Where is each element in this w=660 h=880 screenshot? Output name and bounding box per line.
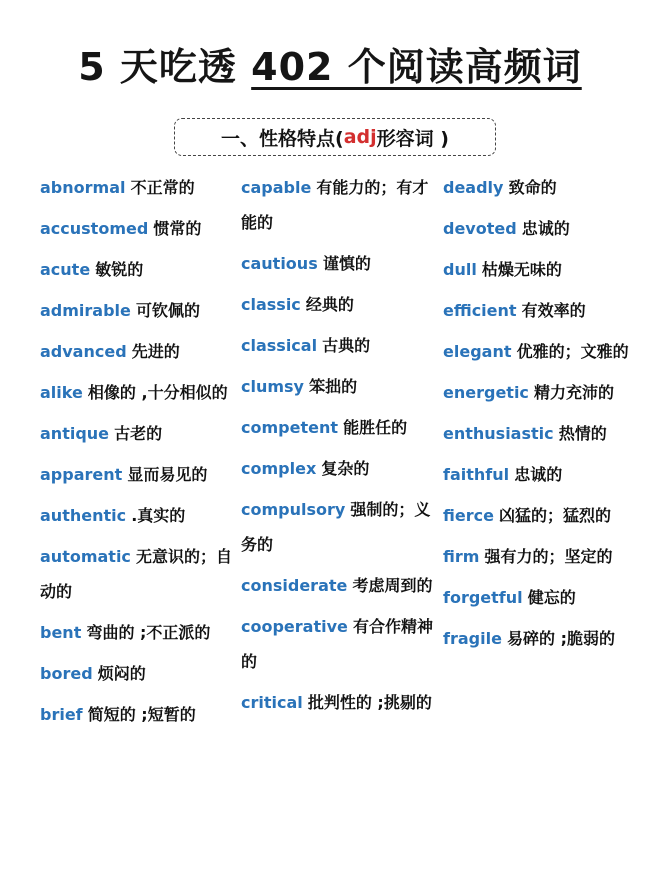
vocab-entry: [443, 211, 643, 246]
vocab-meaning: 复杂的: [321, 459, 370, 478]
vocab-column-2: [241, 170, 441, 720]
vocab-word: clumsy: [241, 377, 304, 396]
vocab-entry: [443, 457, 643, 492]
vocab-entry: [443, 416, 643, 451]
vocab-word: brief: [40, 705, 83, 724]
vocab-entry: [241, 609, 441, 679]
vocab-meaning: 古典的: [322, 336, 371, 355]
title-prefix: 5 天吃透: [78, 45, 252, 89]
vocab-meaning: 不正常的: [130, 178, 195, 197]
vocab-word: fierce: [443, 506, 494, 525]
vocab-entry: [443, 293, 643, 328]
vocab-word: efficient: [443, 301, 517, 320]
vocab-word: forgetful: [443, 588, 523, 607]
vocab-entry: [40, 170, 240, 205]
vocab-word: compulsory: [241, 500, 346, 519]
vocab-meaning: 先进的: [131, 342, 180, 361]
vocab-word: devoted: [443, 219, 517, 238]
section-heading-pos: adj: [343, 126, 377, 148]
vocab-word: cooperative: [241, 617, 348, 636]
vocab-meaning: 致命的: [508, 178, 557, 197]
vocab-meaning: 能胜任的: [343, 418, 408, 437]
vocab-meaning: 易碎的 ;脆弱的: [507, 629, 615, 648]
vocab-word: advanced: [40, 342, 127, 361]
vocab-word: automatic: [40, 547, 131, 566]
vocab-entry: [40, 416, 240, 451]
vocab-meaning: 热情的: [558, 424, 607, 443]
vocab-meaning: 优雅的；文雅的: [516, 342, 629, 361]
section-heading-after: 形容词 ): [376, 127, 449, 150]
vocab-word: apparent: [40, 465, 123, 484]
vocab-entry: [40, 656, 240, 691]
vocab-meaning: 经典的: [305, 295, 354, 314]
vocab-entry: [40, 457, 240, 492]
vocab-entry: [241, 410, 441, 445]
vocab-word: firm: [443, 547, 480, 566]
vocab-meaning: 考虑周到的: [352, 576, 433, 595]
vocab-column-3: [443, 170, 643, 656]
vocab-meaning: 弯曲的 ;不正派的: [86, 623, 211, 642]
vocab-entry: [241, 685, 441, 720]
vocab-entry: [40, 697, 240, 732]
vocab-entry: [40, 211, 240, 246]
vocab-word: critical: [241, 693, 303, 712]
vocab-meaning: 批判性的 ;挑剔的: [307, 693, 432, 712]
vocab-meaning: 相像的 ,十分相似的: [87, 383, 228, 402]
vocab-word: classical: [241, 336, 318, 355]
vocab-word: competent: [241, 418, 338, 437]
vocab-meaning: 可钦佩的: [135, 301, 200, 320]
vocab-entry: [241, 492, 441, 562]
vocab-word: fragile: [443, 629, 502, 648]
vocab-entry: [443, 375, 643, 410]
vocab-entry: [241, 451, 441, 486]
vocab-meaning: 忠诚的: [521, 219, 570, 238]
vocab-entry: [40, 252, 240, 287]
vocab-word: abnormal: [40, 178, 126, 197]
vocab-meaning: 敏锐的: [95, 260, 144, 279]
vocab-meaning: 惯常的: [153, 219, 202, 238]
vocab-entry: [241, 287, 441, 322]
vocab-word: bent: [40, 623, 82, 642]
vocab-meaning: 显而易见的: [127, 465, 208, 484]
vocab-word: acute: [40, 260, 91, 279]
vocab-entry: [443, 539, 643, 574]
vocab-entry: [40, 375, 240, 410]
title-highlight: 402 个阅读高频词: [251, 45, 582, 89]
vocab-meaning: 古老的: [114, 424, 163, 443]
vocab-word: capable: [241, 178, 312, 197]
vocab-word: considerate: [241, 576, 348, 595]
vocab-meaning: 精力充沛的: [534, 383, 615, 402]
page-title: [0, 36, 660, 91]
vocab-entry: [443, 621, 643, 656]
vocab-word: admirable: [40, 301, 131, 320]
vocab-meaning: 笨拙的: [309, 377, 358, 396]
vocab-column-1: [40, 170, 240, 732]
vocab-meaning: .真实的: [131, 506, 186, 525]
vocab-entry: [443, 170, 643, 205]
vocab-entry: [241, 170, 441, 240]
vocab-word: complex: [241, 459, 317, 478]
vocab-entry: [241, 246, 441, 281]
vocab-entry: [443, 580, 643, 615]
vocab-word: energetic: [443, 383, 529, 402]
vocab-entry: [241, 328, 441, 363]
vocab-meaning: 有能力的；有才能的: [241, 178, 429, 232]
vocab-word: enthusiastic: [443, 424, 554, 443]
vocab-entry: [40, 334, 240, 369]
vocab-word: antique: [40, 424, 110, 443]
vocab-entry: [443, 334, 643, 369]
vocab-entry: [443, 498, 643, 533]
vocab-word: cautious: [241, 254, 318, 273]
section-heading-before: 一、性格特点(: [221, 127, 344, 150]
vocab-meaning: 有效率的: [521, 301, 586, 320]
vocab-word: faithful: [443, 465, 510, 484]
vocab-entry: [40, 293, 240, 328]
vocab-word: classic: [241, 295, 301, 314]
vocab-entry: [40, 539, 240, 609]
vocab-meaning: 简短的 ;短暂的: [87, 705, 196, 724]
vocab-meaning: 有合作精神的: [241, 617, 433, 671]
vocab-meaning: 强有力的；坚定的: [484, 547, 613, 566]
vocab-word: authentic: [40, 506, 127, 525]
vocab-meaning: 忠诚的: [514, 465, 563, 484]
vocab-word: dull: [443, 260, 477, 279]
vocab-meaning: 烦闷的: [97, 664, 146, 683]
vocab-meaning: 谨慎的: [322, 254, 371, 273]
vocab-word: elegant: [443, 342, 512, 361]
vocab-word: accustomed: [40, 219, 149, 238]
vocab-entry: [40, 615, 240, 650]
section-heading: [174, 118, 496, 156]
vocab-entry: [40, 498, 240, 533]
vocab-meaning: 凶猛的；猛烈的: [499, 506, 612, 525]
vocab-entry: [443, 252, 643, 287]
vocab-word: bored: [40, 664, 93, 683]
vocab-entry: [241, 568, 441, 603]
vocab-meaning: 强制的；义务的: [241, 500, 431, 554]
vocab-word: alike: [40, 383, 83, 402]
vocab-entry: [241, 369, 441, 404]
vocab-meaning: 健忘的: [527, 588, 576, 607]
vocab-meaning: 枯燥无味的: [481, 260, 562, 279]
vocab-meaning: 无意识的；自动的: [40, 547, 233, 601]
vocab-word: deadly: [443, 178, 504, 197]
